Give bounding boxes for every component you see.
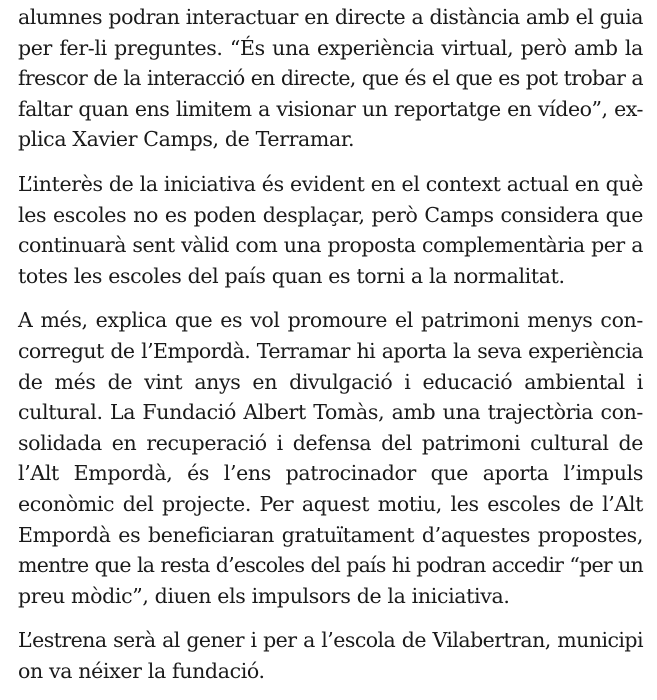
paragraph-1 bbox=[18, 2, 643, 155]
text-line: L’estrena serà al gener i per a l’escola de Vilabertran, municipi bbox=[18, 628, 643, 653]
text-line: per fer-li preguntes. “És una experiència virtual, però amb la bbox=[18, 35, 643, 60]
text-line: alumnes podran interactuar en directe a distància amb el guia bbox=[18, 5, 643, 29]
text-line: econòmic del projecte. Per aquest motiu, les escoles de l’Alt bbox=[18, 491, 643, 516]
text-line: solidada en recuperació i defensa del patrimoni cultural de bbox=[18, 430, 643, 455]
text-line: les escoles no es poden desplaçar, però Camps considera que bbox=[18, 202, 643, 227]
text-line: mentre que la resta d’escoles del país hi podran accedir “per un bbox=[18, 553, 643, 578]
text-line: totes les escoles del país quan es torni a la normalitat. bbox=[18, 263, 565, 288]
text-line: frescor de la interacció en directe, que és el que es pot trobar a bbox=[18, 66, 643, 91]
paragraph-2 bbox=[18, 169, 643, 291]
text-line: de més de vint anys en divulgació i educació ambiental i bbox=[18, 369, 643, 394]
text-line: plica Xavier Camps, de Terramar. bbox=[18, 127, 355, 152]
paragraph-3 bbox=[18, 305, 643, 611]
text-line: l’Alt Empordà, és l’ens patrocinador que aporta l’impuls bbox=[18, 461, 643, 486]
text-line: on va néixer la fundació. bbox=[18, 658, 265, 683]
text-line: continuarà sent vàlid com una proposta complementària per a bbox=[18, 233, 643, 258]
text-line: A més, explica que es vol promoure el patrimoni menys con- bbox=[18, 308, 643, 333]
text-line: corregut de l’Empordà. Terramar hi aporta la seva experiència bbox=[18, 338, 643, 363]
text-line: preu mòdic”, diuen els impulsors de la iniciativa. bbox=[18, 583, 510, 608]
text-line: Empordà es beneficiaran gratuïtament d’aquestes propostes, bbox=[18, 522, 643, 547]
paragraph-4 bbox=[18, 625, 643, 686]
text-line: cultural. La Fundació Albert Tomàs, amb una trajectòria con- bbox=[18, 400, 643, 425]
text-line: faltar quan ens limitem a visionar un reportatge en vídeo”, ex- bbox=[18, 96, 643, 121]
text-line: L’interès de la iniciativa és evident en el context actual en què bbox=[18, 171, 643, 196]
